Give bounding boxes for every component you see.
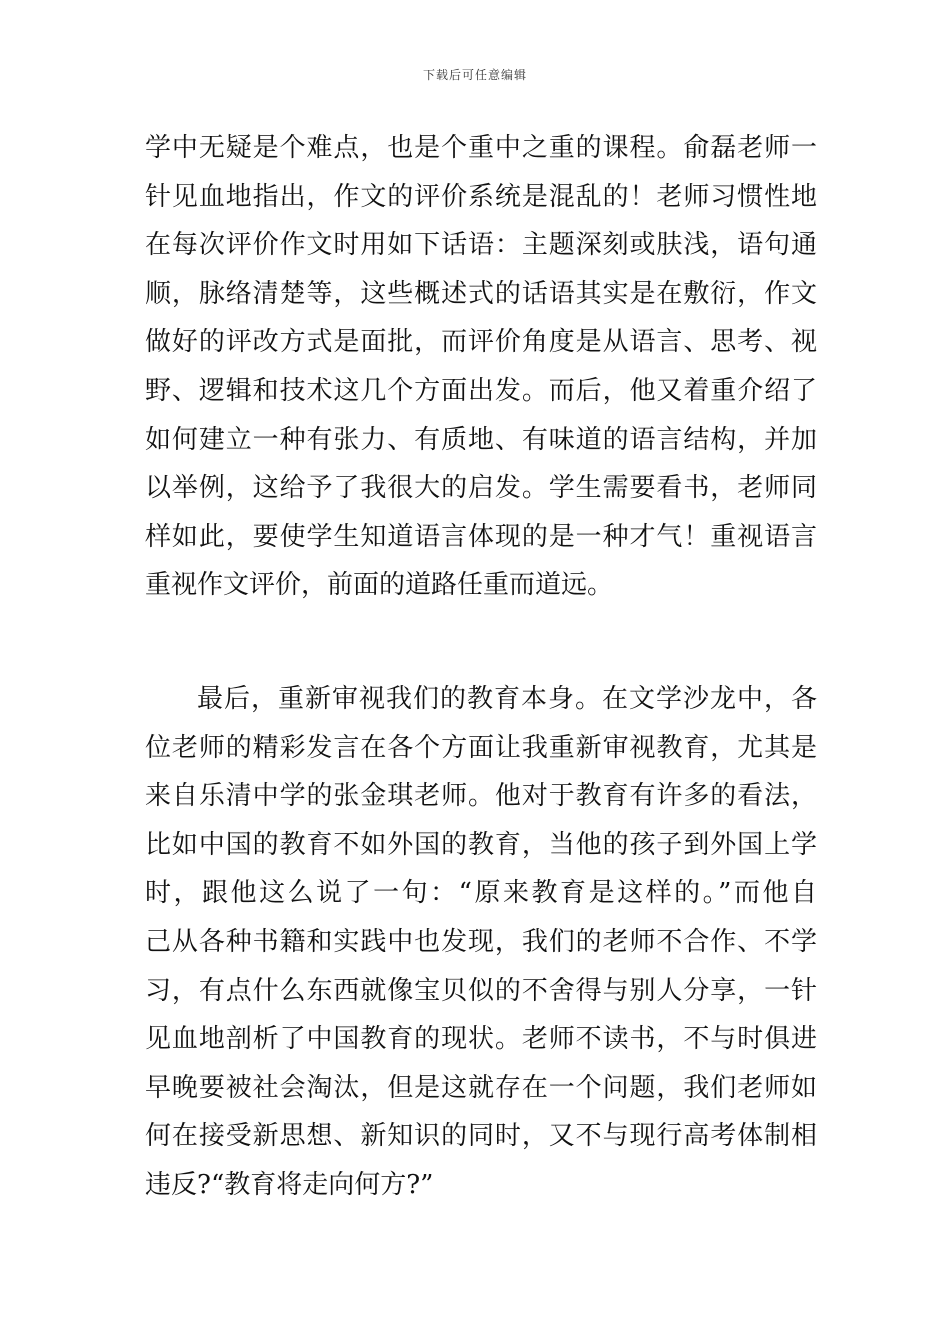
paragraph-2 — [145, 675, 817, 1210]
text-line: 何在接受新思想、新知识的同时，又不与现行高考体制相 — [145, 1121, 817, 1152]
text-line: 最后，重新审视我们的教育本身。在文学沙龙中，各 — [197, 684, 817, 714]
text-line: 己从各种书籍和实践中也发现，我们的老师不合作、不学 — [145, 926, 817, 957]
text-line: 时，跟他这么说了一句：“原来教育是这样的。”而他自 — [145, 878, 817, 909]
text-line: 样如此，要使学生知道语言体现的是一种才气！重视语言 — [145, 521, 817, 552]
text-line: 针见血地指出，作文的评价系统是混乱的！老师习惯性地 — [145, 181, 817, 212]
text-line: 习，有点什么东西就像宝贝似的不舍得与别人分享，一针 — [145, 975, 817, 1006]
text-line: 来自乐清中学的张金琪老师。他对于教育有许多的看法， — [145, 781, 817, 812]
text-line: 野、逻辑和技术这几个方面出发。而后，他又着重介绍了 — [145, 375, 817, 406]
text-line: 位老师的精彩发言在各个方面让我重新审视教育，尤其是 — [145, 732, 817, 763]
text-line: 违反?“教育将走向何方?” — [145, 1169, 434, 1200]
text-line: 早晚要被社会淘汰，但是这就存在一个问题，我们老师如 — [145, 1072, 817, 1103]
text-line: 如何建立一种有张力、有质地、有味道的语言结构，并加 — [145, 424, 817, 455]
text-line: 比如中国的教育不如外国的教育，当他的孩子到外国上学 — [145, 829, 817, 860]
paragraph-1 — [145, 124, 817, 610]
text-line: 以举例，这给予了我很大的启发。学生需要看书，老师同 — [145, 473, 817, 504]
text-line: 顺，脉络清楚等，这些概述式的话语其实是在敷衍，作文 — [145, 278, 817, 309]
text-line: 在每次评价作文时用如下话语：主题深刻或肤浅，语句通 — [145, 230, 817, 261]
text-line: 见血地剖析了中国教育的现状。老师不读书，不与时俱进 — [145, 1024, 817, 1055]
text-line: 做好的评改方式是面批，而评价角度是从语言、思考、视 — [145, 327, 817, 358]
text-line: 学中无疑是个难点，也是个重中之重的课程。俞磊老师一 — [145, 133, 817, 163]
page-header-note: 下载后可任意编辑 — [422, 68, 527, 82]
text-line: 重视作文评价，前面的道路任重而道远。 — [145, 570, 614, 601]
